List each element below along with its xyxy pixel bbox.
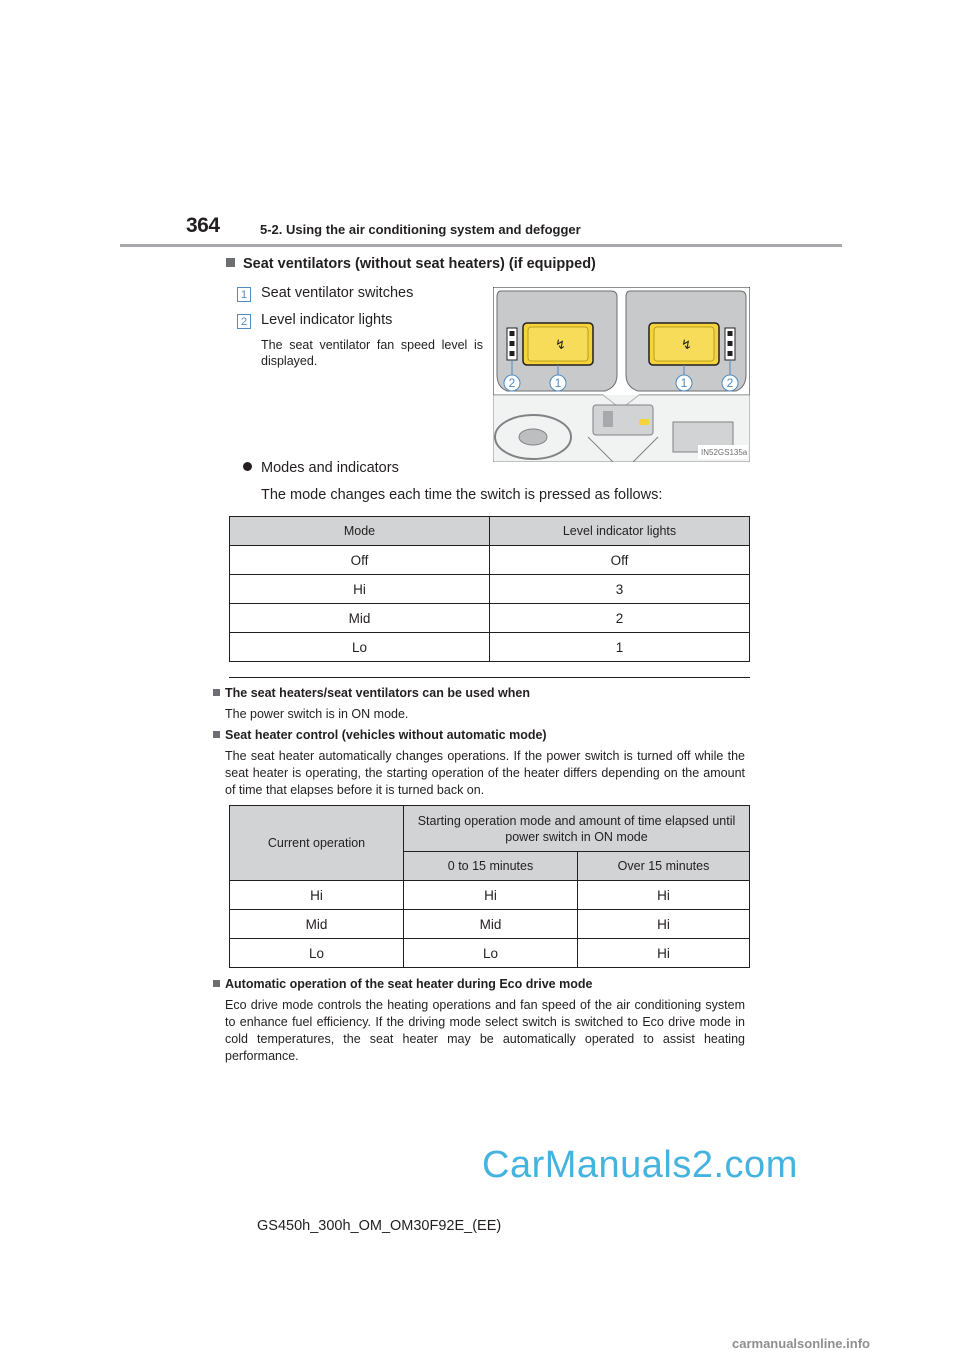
- table-row: [230, 633, 750, 662]
- square-bullet-icon: [213, 980, 220, 987]
- table-row: [230, 910, 750, 939]
- callout-label: Level indicator lights: [261, 312, 393, 328]
- note-heading-text: Seat heater control (vehicles without automatic mode): [225, 728, 547, 742]
- callout-label: Seat ventilator switches: [261, 285, 414, 301]
- watermark-url: carmanualsonline.info: [732, 1336, 870, 1351]
- note-text: Eco drive mode controls the heating operations and fan speed of the air conditioning system to enhance fuel efficiency. If the driving mode select switch is switched to Eco drive mode in cold temperatures, the seat heater may be automatically operated to assist heating performance.: [225, 998, 745, 1063]
- table-row: [230, 575, 750, 604]
- watermark-logo: CarManuals2.com: [482, 1144, 798, 1186]
- table-cell: 1: [490, 633, 750, 662]
- table-cell: Off: [230, 546, 490, 575]
- svg-text:↯: ↯: [681, 338, 692, 353]
- note-heading: [213, 686, 530, 700]
- page-number: 364: [186, 214, 220, 237]
- note-heading: [213, 977, 592, 991]
- table-cell: Mid: [230, 910, 404, 939]
- callout-2-description: The seat ventilator fan speed level is displayed.: [261, 338, 483, 368]
- table-cell: Off: [490, 546, 750, 575]
- table-header-row: [230, 517, 750, 546]
- table-header-cell: Level indicator lights: [490, 517, 750, 546]
- figure-callout-label: 2: [726, 376, 734, 390]
- table-header-cell: Starting operation mode and amount of time elapsed until power switch in ON mode: [404, 806, 750, 852]
- svg-text:↯: ↯: [555, 338, 566, 353]
- note-text: The power switch is in ON mode.: [225, 707, 409, 721]
- table-row: [230, 939, 750, 968]
- section-heading: [226, 256, 596, 272]
- table-row: [230, 881, 750, 910]
- round-bullet-icon: [243, 462, 252, 471]
- table-cell: Hi: [578, 881, 750, 910]
- table-cell: Mid: [230, 604, 490, 633]
- callout-number-badge: 2: [237, 314, 251, 329]
- figure-callout-label: 1: [554, 376, 562, 390]
- note-text: The seat heater automatically changes operations. If the power switch is turned off while the seat heater is operating, the starting operation of the heater differs depending on the amount of time that elapses before it is turned back on.: [225, 749, 745, 797]
- table-row: [230, 604, 750, 633]
- seat-ventilator-figure: [493, 287, 750, 462]
- dashboard-illustration: [493, 287, 750, 462]
- square-bullet-icon: [213, 689, 220, 696]
- table-cell: Lo: [404, 939, 578, 968]
- notes-divider: [229, 677, 750, 678]
- table-header-row: [230, 806, 750, 852]
- heater-table: [229, 805, 750, 968]
- table-cell: Hi: [230, 575, 490, 604]
- section-title: 5-2. Using the air conditioning system and defogger: [260, 222, 581, 237]
- callout-number-badge: 1: [237, 287, 251, 302]
- table-cell: Lo: [230, 939, 404, 968]
- table-header-cell: Mode: [230, 517, 490, 546]
- table-cell: Lo: [230, 633, 490, 662]
- footer-doc-code: GS450h_300h_OM_OM30F92E_(EE): [257, 1218, 502, 1234]
- header-divider: [120, 244, 842, 247]
- table-cell: Hi: [404, 881, 578, 910]
- table-row: [230, 546, 750, 575]
- note-heading-text: The seat heaters/seat ventilators can be used when: [225, 686, 530, 700]
- table-cell: Mid: [404, 910, 578, 939]
- table-cell: 3: [490, 575, 750, 604]
- figure-callout-label: 1: [680, 376, 688, 390]
- table-cell: Hi: [578, 939, 750, 968]
- table-cell: 2: [490, 604, 750, 633]
- section-heading-text: Seat ventilators (without seat heaters) (if equipped): [243, 256, 596, 272]
- table-header-cell: Current operation: [230, 806, 404, 881]
- modes-intro: The mode changes each time the switch is pressed as follows:: [261, 487, 663, 503]
- note-heading: [213, 728, 547, 742]
- figure-callout-label: 2: [508, 376, 516, 390]
- square-bullet-icon: [226, 258, 235, 267]
- table-header-cell: Over 15 minutes: [578, 852, 750, 881]
- square-bullet-icon: [213, 731, 220, 738]
- table-cell: Hi: [578, 910, 750, 939]
- modes-heading-text: Modes and indicators: [261, 460, 399, 476]
- modes-heading: [243, 460, 399, 476]
- note-heading-text: Automatic operation of the seat heater during Eco drive mode: [225, 977, 593, 991]
- figure-code: IN52GS135a: [701, 448, 748, 457]
- table-cell: Hi: [230, 881, 404, 910]
- modes-table: [229, 516, 750, 662]
- table-header-cell: 0 to 15 minutes: [404, 852, 578, 881]
